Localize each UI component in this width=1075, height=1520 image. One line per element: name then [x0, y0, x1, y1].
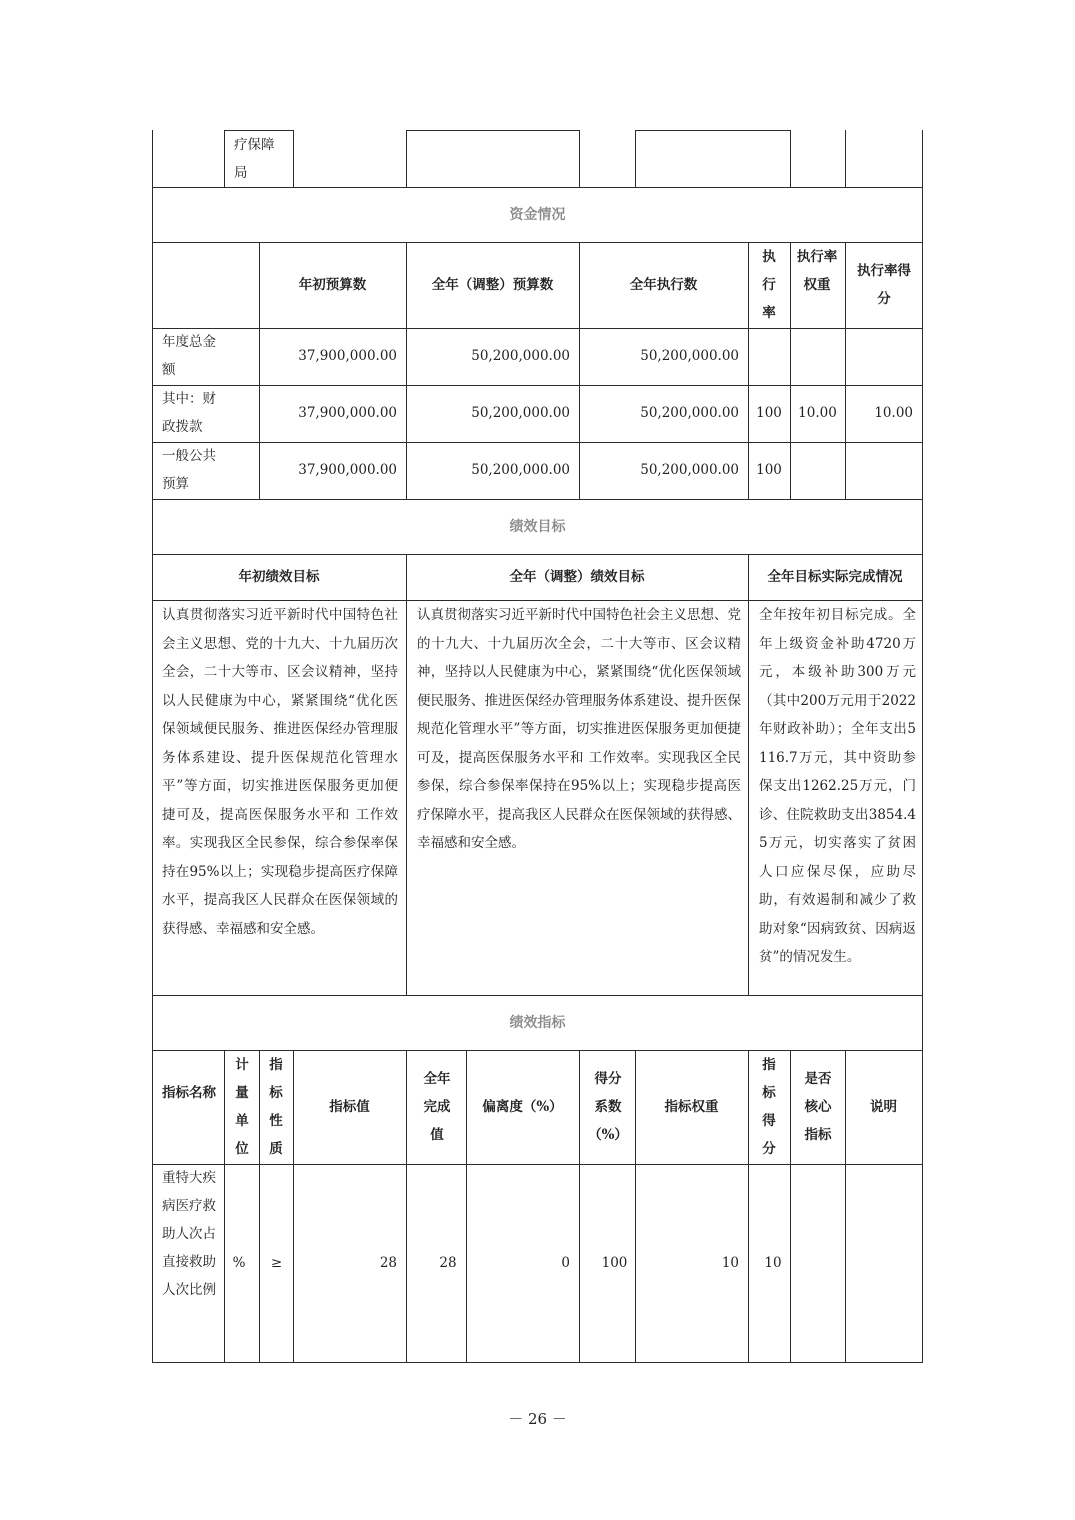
goals-initial-text: 认真贯彻落实习近平新时代中国特色社会主义思想、党的十九大、十九届历次全会，二十大等市、区会议精神，坚持以人民健康为中心，紧紧围绕“优化医保领域便民服务、推进医保经办管理服务体系建设、提升医保规范化管理水平”等方面，切实推进医保服务更加便捷可及，提高医保服务水平和 工作效率。实现我区全民参保，综合参保率保持在95%以上；实现稳步提高医疗保障水平，提高我区人民群众在医保领域的获得感、幸福感和安全感。 [162, 607, 398, 937]
ind-col-completed: 全年完成值 [423, 1071, 451, 1143]
rule [259, 1050, 260, 1362]
rule [406, 1050, 407, 1362]
rule [152, 187, 923, 188]
funding-cell: 37,900,000.00 [298, 462, 397, 478]
funding-cell: 50,200,000.00 [471, 405, 570, 421]
ind-row-nature: ≥ [270, 1255, 283, 1271]
rule [635, 130, 636, 187]
rule [748, 1050, 749, 1362]
rule [406, 130, 580, 131]
ind-col-unit: 计量单位 [235, 1057, 249, 1157]
funding-row-label: 年度总金额 [162, 334, 216, 378]
section-title-funding: 资金情况 [509, 207, 566, 223]
funding-col-exec-rate: 执行率 [762, 249, 776, 321]
funding-cell: 10.00 [798, 405, 837, 421]
section-title-goals: 绩效目标 [509, 519, 566, 535]
ind-col-weight: 指标权重 [664, 1099, 719, 1115]
funding-row-label: 其中：财政拨款 [162, 391, 216, 435]
ind-col-name: 指标名称 [162, 1085, 216, 1101]
rule [406, 130, 407, 187]
dept-name-fragment: 疗保障局 [234, 137, 275, 181]
funding-col-exec-score: 执行率得分 [857, 263, 911, 307]
rule [152, 328, 923, 329]
ind-row-name: 重特大疾病医疗救助人次占直接救助人次比例 [162, 1170, 216, 1298]
funding-row-label: 一般公共预算 [162, 448, 216, 492]
rule [224, 130, 225, 187]
funding-cell: 10.00 [874, 405, 913, 421]
rule [406, 554, 407, 995]
rule [152, 995, 923, 996]
funding-cell: 100 [756, 462, 782, 478]
rule [790, 1050, 791, 1362]
ind-col-deviation: 偏离度（%） [482, 1099, 563, 1115]
goals-col-actual: 全年目标实际完成情况 [767, 569, 903, 585]
rule [922, 130, 923, 1363]
funding-cell: 37,900,000.00 [298, 405, 397, 421]
ind-row-deviation: 0 [561, 1255, 570, 1271]
ind-row-unit: % [232, 1255, 246, 1271]
rule [293, 130, 294, 187]
rule [579, 1050, 580, 1362]
goals-col-adjusted: 全年（调整）绩效目标 [509, 569, 645, 585]
rule [790, 242, 791, 499]
ind-col-core: 是否核心指标 [804, 1071, 832, 1143]
rule [152, 1164, 923, 1165]
rule [152, 130, 153, 1363]
rule [790, 130, 791, 187]
section-title-indicators: 绩效指标 [509, 1015, 566, 1031]
rule [152, 554, 923, 555]
goals-adjusted-text: 认真贯彻落实习近平新时代中国特色社会主义思想、党的十九大、十九届历次全会，二十大等市、区会议精神，坚持以人民健康为中心，紧紧围绕“优化医保领域便民服务、推进医保经办管理服务体系建设、提升医保规范化管理水平”等方面，切实推进医保服务更加便捷可及，提高医保服务水平和 工作效率。实现我区全民参保，综合参保率保持在95%以上；实现稳步提高医疗保障水平，提高我区人民群众在医保领域的获得感、幸福感和安全感。 [417, 607, 741, 851]
rule [152, 385, 923, 386]
ind-col-nature: 指标性质 [269, 1057, 283, 1157]
ind-row-score: 10 [764, 1255, 782, 1271]
ind-col-value: 指标值 [329, 1099, 370, 1115]
funding-col-executed: 全年执行数 [629, 277, 698, 293]
page-number: － 26 － [508, 1410, 567, 1428]
ind-row-value: 28 [379, 1255, 397, 1271]
ind-col-note: 说明 [870, 1099, 897, 1115]
rule [152, 499, 923, 500]
funding-cell: 50,200,000.00 [640, 462, 739, 478]
funding-cell: 50,200,000.00 [471, 462, 570, 478]
rule [845, 130, 846, 187]
ind-row-completed: 28 [439, 1255, 457, 1271]
rule [579, 130, 580, 187]
rule [845, 242, 846, 499]
funding-col-initial-budget: 年初预算数 [298, 277, 367, 293]
funding-cell: 50,200,000.00 [640, 348, 739, 364]
rule [635, 130, 791, 131]
ind-col-coefficient: 得分系数（%） [588, 1071, 628, 1143]
funding-cell: 50,200,000.00 [640, 405, 739, 421]
rule [152, 1362, 923, 1363]
goals-col-initial: 年初绩效目标 [238, 569, 320, 585]
funding-cell: 37,900,000.00 [298, 348, 397, 364]
rule [748, 554, 749, 995]
rule [152, 442, 923, 443]
funding-cell: 50,200,000.00 [471, 348, 570, 364]
rule [224, 1050, 225, 1362]
ind-row-coefficient: 100 [601, 1255, 628, 1271]
ind-row-weight: 10 [721, 1255, 739, 1271]
ind-col-score: 指标得分 [762, 1057, 776, 1157]
goals-actual-text: 全年按年初目标完成。全年上级资金补助4720万元，本级补助300万元（其中200万元用于2022年财政补助）；全年支出5116.7万元，其中资助参保支出1262.25万元，门诊、住院救助支出3854.45万元，切实落实了贫困人口应保尽保，应助尽助，有效遏制和减少了救助对象“因病致贫、因病返贫”的情况发生。 [759, 607, 916, 965]
funding-col-adjusted-budget: 全年（调整）预算数 [431, 277, 554, 293]
funding-col-exec-weight: 执行率权重 [796, 249, 838, 293]
funding-cell: 100 [756, 405, 782, 421]
